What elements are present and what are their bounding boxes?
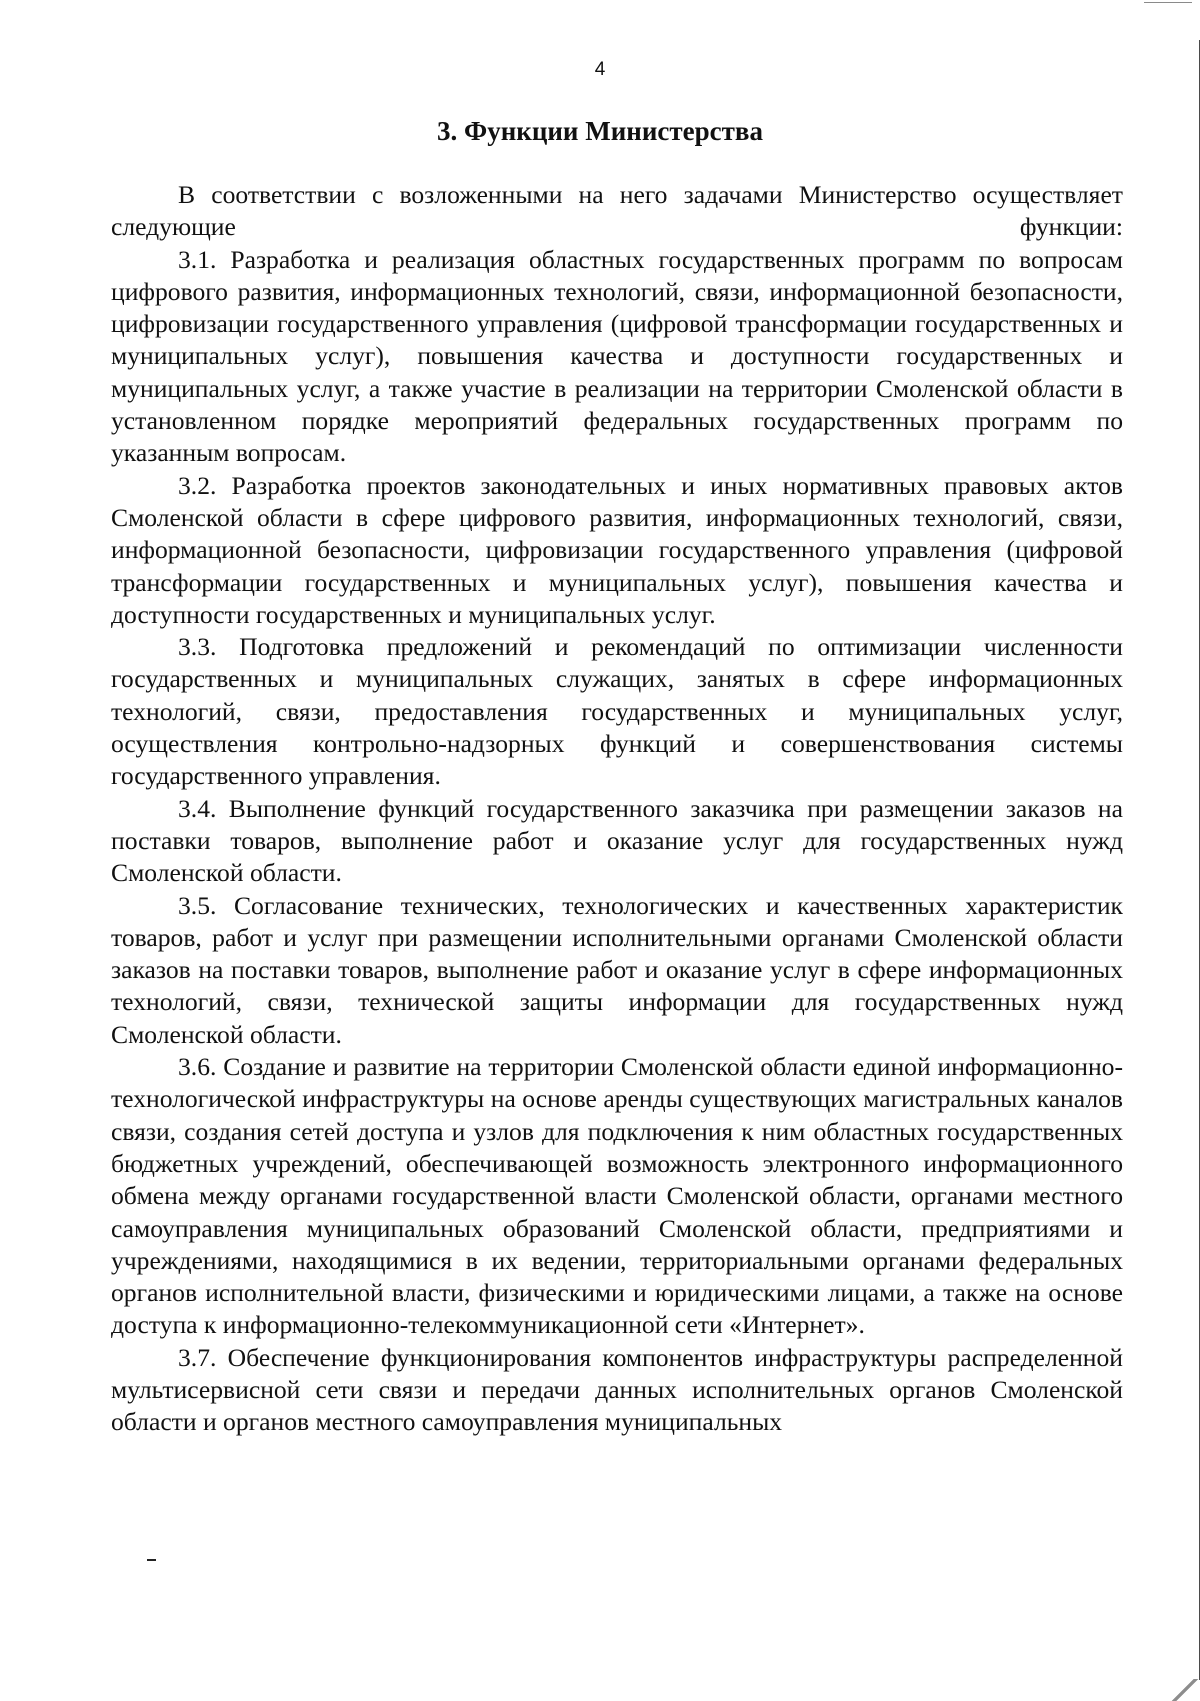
clause-3-5: 3.5. Согласование технических, технологических и качественных характеристик товаров, работ и услуг при размещении исполнительными органами Смоленской области заказов на поставки товаров, выполнение работ и оказание услуг в сфере информационных технологий, связи, технической защиты информации для государственных нужд Смоленской области. <box>111 890 1123 1049</box>
clause-3-7: 3.7. Обеспечение функционирования компонентов инфраструктуры распределенной мультисервисной сети связи и передачи данных исполнительных органов Смоленской области и органов местного самоуправления муниципальных <box>111 1342 1123 1437</box>
clause-3-3: 3.3. Подготовка предложений и рекомендаций по оптимизации численности государственных и муниципальных служащих, занятых в сфере информационных технологий, связи, предоставления государственных и муниципальных услуг, осуществления контрольно-надзорных функций и совершенствования системы государственного управления. <box>111 632 1123 791</box>
page-number: 4 <box>594 59 606 80</box>
clause-3-1: 3.1. Разработка и реализация областных государственных программ по вопросам цифрового развития, информационных технологий, связи, информационной безопасности, цифровизации государственного управления (цифровой трансформации государственных и муниципальных услуг), повышения качества и доступности государственных и муниципальных услуг, а также участие в реализации на территории Смоленской области в установленном порядке мероприятий федеральных государственных программ по указанным вопросам. <box>111 244 1123 468</box>
stray-dash-mark <box>147 1559 156 1561</box>
intro-paragraph: В соответствии с возложенными на него задачами Министерство осуществляет следующие функции: <box>111 180 1123 242</box>
clause-3-4: 3.4. Выполнение функций государственного заказчика при размещении заказов на поставки товаров, выполнение работ и оказание услуг для государственных нужд Смоленской области. <box>111 793 1123 888</box>
clause-3-6: 3.6. Создание и развитие на территории Смоленской области единой информационно-технологической инфраструктуры на основе аренды существующих магистральных каналов связи, создания сетей доступа и узлов для подключения к ним областных государственных бюджетных учреждений, обеспечивающей возможность электронного информационного обмена между органами государственной власти Смоленской области, органами местного самоуправления муниципальных образований Смоленской области, предприятиями и учреждениями, находящимися в их ведении, территориальными органами федеральных органов исполнительной власти, физическими и юридическими лицами, а также на основе доступа к информационно-телекоммуникационной сети «Интернет». <box>111 1052 1123 1340</box>
scan-edge-mark <box>1144 2 1192 3</box>
document-body <box>111 179 1123 1439</box>
section-title: 3. Функции Министерства <box>437 116 763 146</box>
clause-3-2: 3.2. Разработка проектов законодательных и иных нормативных правовых актов Смоленской области в сфере цифрового развития, информационных технологий, связи, информационной безопасности, цифровизации государственного управления (цифровой трансформации государственных и муниципальных услуг), повышения качества и доступности государственных и муниципальных услуг. <box>111 470 1123 629</box>
scan-corner-mark <box>1170 1679 1200 1701</box>
